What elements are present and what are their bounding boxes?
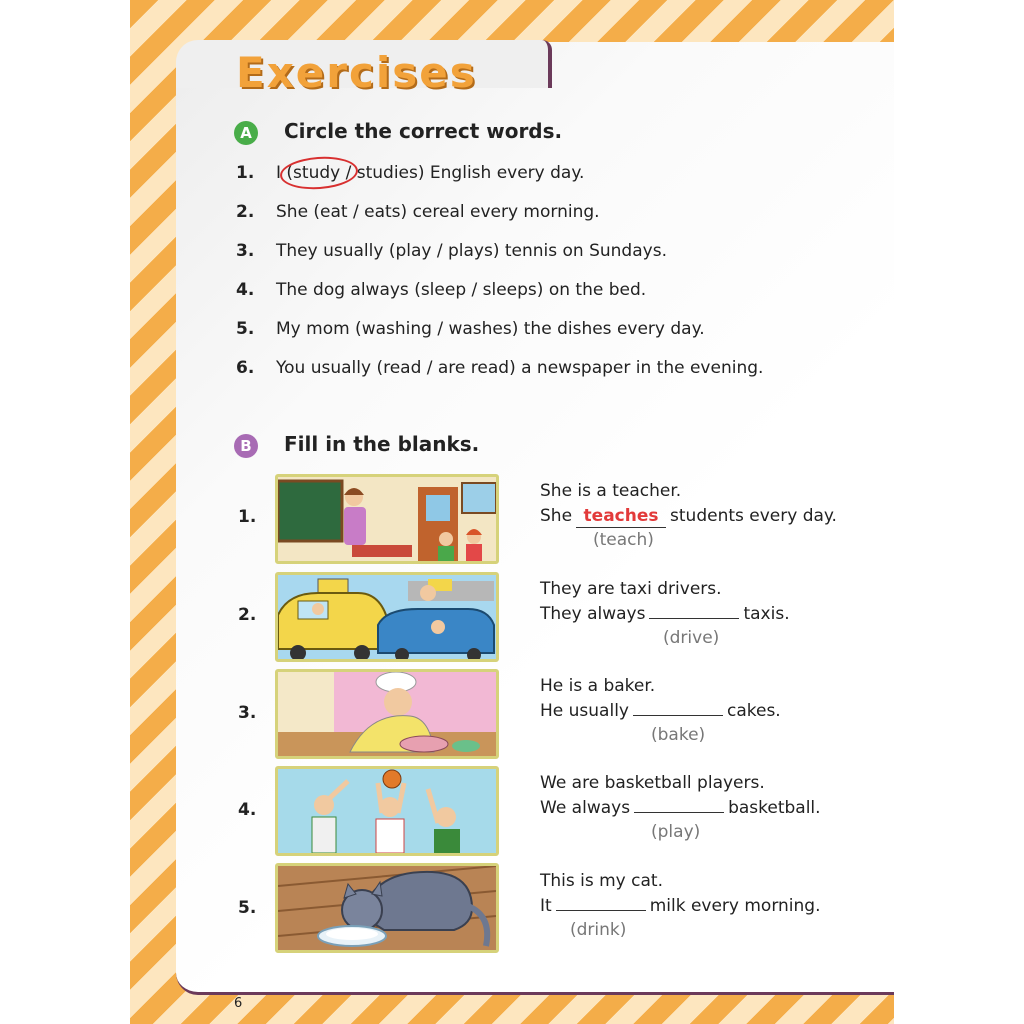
section-b-heading: Fill in the blanks. [284,432,480,456]
answer-blank: teaches [576,505,666,528]
list-item [236,357,763,379]
list-item [236,162,584,184]
item-number: 4. [236,280,255,300]
answer-blank[interactable] [633,715,723,716]
sentence-start: They always [540,604,646,624]
baker-illustration [275,669,499,759]
answer-blank[interactable] [649,618,739,619]
item-number: 6. [236,358,255,378]
sentence-line: They are taxi drivers. [540,579,722,599]
sentence-line: She is a teacher. [540,481,682,501]
item-text: She (eat / eats) cereal every morning. [276,202,600,222]
sentence-start: She [540,506,573,526]
circled-answer: (study / [286,163,352,183]
fill-sentence [540,895,821,917]
item-number: 2. [238,605,257,625]
item-number: 5. [236,319,255,339]
answer-blank[interactable] [634,812,724,813]
taxi-drivers-illustration [275,572,499,662]
sentence-start: He usually [540,701,629,721]
item-number: 2. [236,202,255,222]
item-text-after: studies) English every day. [351,163,585,183]
section-a-heading: Circle the correct words. [284,119,563,143]
list-item [236,201,600,223]
verb-hint: (teach) [593,530,654,550]
section-a-badge: A [234,121,258,145]
item-number: 5. [238,898,257,918]
item-text: You usually (read / are read) a newspaper in the evening. [276,358,764,378]
sentence-end: cakes. [726,701,781,721]
item-number: 4. [238,800,257,820]
fill-sentence [540,700,781,722]
list-item [236,279,646,301]
cat-drinking-milk-illustration [275,863,499,953]
item-number: 1. [236,163,255,183]
fill-sentence [540,603,790,625]
list-item [236,240,667,262]
item-text: They usually (play / plays) tennis on Sundays. [276,241,667,261]
fill-sentence [540,797,821,819]
item-number: 3. [236,241,255,261]
page-title: Exercises [236,48,477,97]
item-number: 1. [238,507,257,527]
answer-blank[interactable] [556,910,646,911]
verb-hint: (bake) [651,725,706,745]
verb-hint: (drive) [663,628,720,648]
basketball-players-illustration [275,766,499,856]
item-text-before: I [276,163,287,183]
verb-hint: (play) [651,822,701,842]
sentence-start: It [540,896,552,916]
sentence-end: milk every morning. [649,896,821,916]
item-text: My mom (washing / washes) the dishes every day. [276,319,705,339]
item-number: 3. [238,703,257,723]
item-text: The dog always (sleep / sleeps) on the bed. [276,280,647,300]
list-item [236,318,705,340]
teacher-classroom-illustration [275,474,499,564]
sentence-end: basketball. [728,798,821,818]
page-number: 6 [234,996,243,1011]
sentence-line: This is my cat. [540,871,663,891]
sentence-end: students every day. [670,506,837,526]
sentence-line: He is a baker. [540,676,656,696]
sentence-end: taxis. [743,604,790,624]
verb-hint: (drink) [570,920,627,940]
fill-sentence [540,505,837,528]
section-b-badge: B [234,434,258,458]
sentence-start: We always [540,798,631,818]
sentence-line: We are basketball players. [540,773,765,793]
